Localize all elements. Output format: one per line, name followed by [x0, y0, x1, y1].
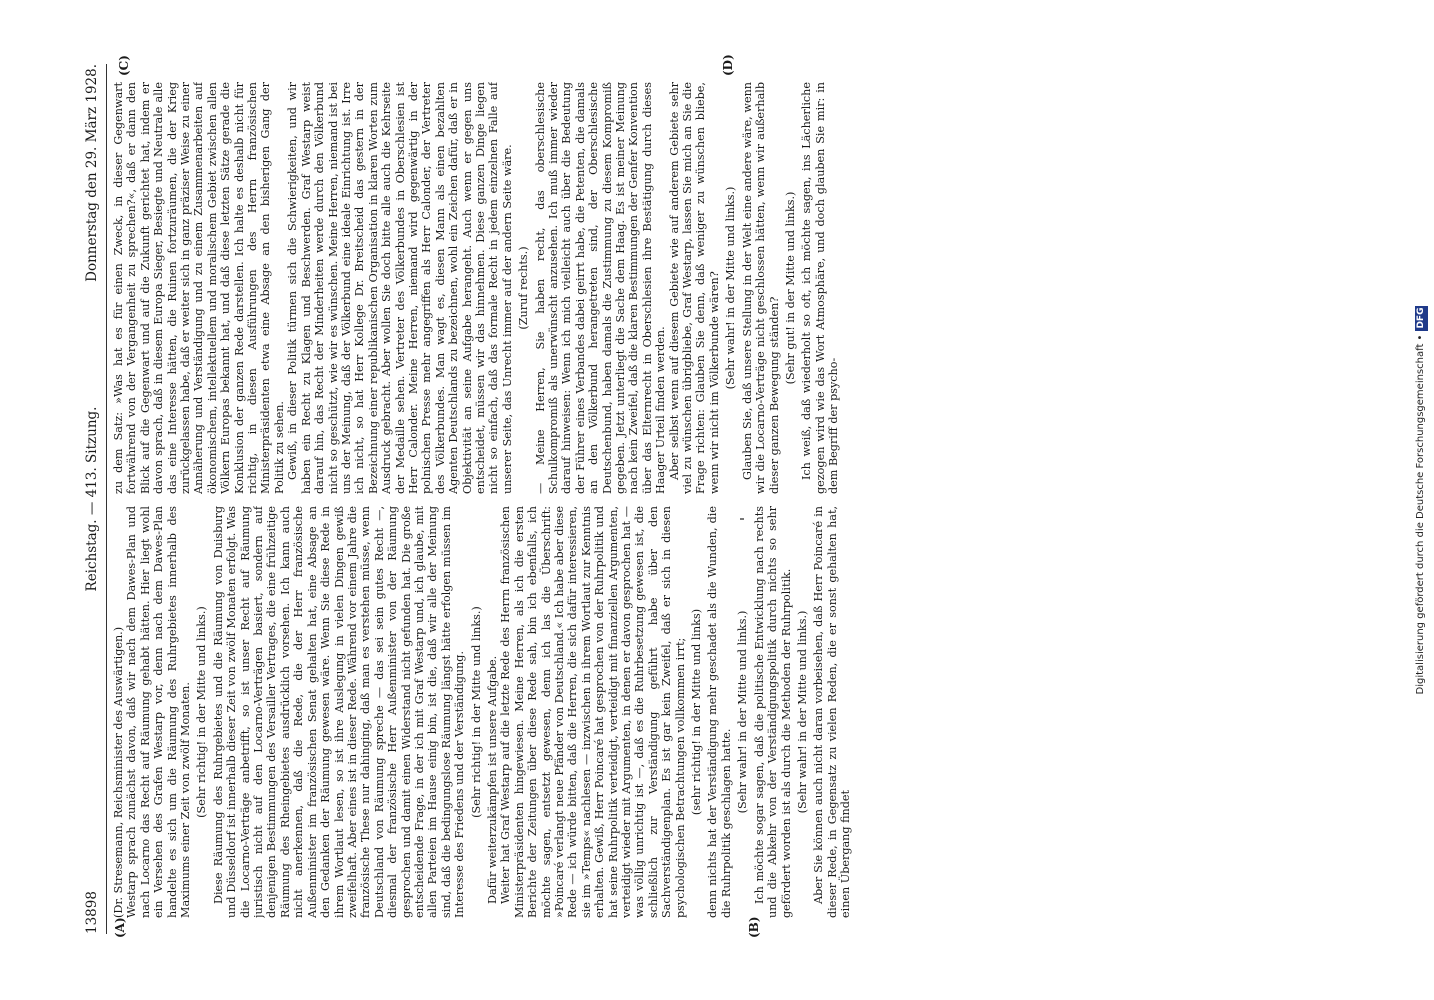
session-title: Reichstag. — 413. Sitzung. [84, 406, 100, 592]
interjection: (Sehr wahr! in der Mitte und links.) [724, 186, 738, 390]
page-number: 13898 [84, 891, 100, 934]
paragraph: Ich weiß, daß wiederholt so oft, ich möchte sagen, ins Lächerliche gezogen wird wie das Wort Atmosphäre, und doch glauben Sie mir: in dem Begriff der psycho- [800, 82, 841, 494]
funding-note-line [1412, 8, 1430, 992]
interjection: (Sehr richtig! in der Mitte und links.) [195, 606, 209, 818]
paragraph: Westarp sprach zunächst davon, daß wir nach dem Dawes-Plan und nach Locarno das Recht auf Räumung gehabt hätten. Hier liegt wohl ein Versehen des Grafen Westarp vor, denn nach dem Dawes-Plan handelte es sich um die Räumung des Ruhrgebietes innerhalb des Maximums einer Zeit von zwölf Monaten. [125, 506, 193, 918]
paragraph: Dafür weiterzukämpfen ist unsere Aufgabe. [485, 655, 499, 904]
paragraph: Glauben Sie, daß unsere Stellung in der Welt eine andere wäre, wenn wir die Locarno-Verträge nicht geschlossen hätten, wenn wir außerhalb dieser ganzen Bewegung ständen? [740, 82, 781, 494]
paragraph: zu dem Satz: »Was hat es für einen Zweck, in dieser Gegenwart fortwährend von der Vergangenheit zu sprechen?«, daß er dann den Blick auf die Gegenwart und auf die Zukunft gerichtet hat, indem er davon sprach, daß in diesem Europa Sieger, Besiegte und Neutrale alle das eine Interesse hätten, die Ruinen fortzuräumen, die der Krieg zurückgelassen habe, daß er weiter sich in ganz präziser Weise zu einer Annäherung und Verständigung und zu einem Zusammenarbeiten auf ökonomischem, intellektuellem und moralischem Gebiet zwischen allen Völkern Europas bekannt hat, und daß diese letzten Sätze gerade die Konklusion der ganzen Rede darstellen. Ich halte es deshalb nicht für richtig, in diesen Ausführungen des Herrn französischen Ministerpräsidenten etwa eine Absage an den bisherigen Gang der Politik zu sehen. [112, 82, 286, 494]
speaker-line: (Dr. Stresemann, Reichsminister des Auswärtigen.) [112, 626, 125, 918]
paragraph: Ich möchte sogar sagen, daß die politische Entwicklung nach rechts und die Abkehr von der Verständigungspolitik durch nichts so sehr gefördert worden ist als durch die Methoden der Ruhrpolitik. [752, 506, 793, 918]
margin-marker-d: (D) [721, 54, 735, 76]
text-column-right [112, 82, 1392, 494]
interjection: (Sehr wahr! in der Mitte und links.) [795, 610, 809, 814]
margin-marker-c: (C) [117, 55, 131, 76]
paragraph: Gewiß, in dieser Politik türmen sich die Schwierigkeiten, und wir haben ein Recht zu Klagen und Beschwerden. Graf Westarp weist darauf hin, das Recht der Minderheiten werde durch den Völkerbund nicht so geschützt, wie wir es wünschen. Meine Herren, niemand ist bei uns der Meinung, daß der Völkerbund eine ideale Einrichtung ist. Irre ich nicht, so hat Herr Kollege Dr. Breitscheid das gestern in der Bezeichnung einer republikanischen Organisation in klaren Worten zum Ausdruck gebracht. Aber wollen Sie doch bitte alle auch die Kehrseite der Medaille sehen. Vertreter des Völkerbundes in Oberschlesien ist Herr Calonder. Meine Herren, niemand wird gegenwärtig in der polnischen Presse mehr angegriffen als Herr Calonder, der Vertreter des Völkerbundes. Man wagt es, diesen Mann als einen bezahlten Agenten Deutschlands zu bezeichnen, wohl ein Zeichen dafür, daß er in Objektivität an seine Aufgabe herangeht. Auch wenn er gegen uns entscheidet, müssen wir das hinnehmen. Diese ganzen Dinge liegen nicht so einfach, daß das formale Recht in jedem einzelnen Falle auf unserer Seite, das Unrecht immer auf der andern Seite wäre. [286, 82, 514, 494]
interjection: (Sehr richtig! in der Mitte und links.) [469, 606, 483, 818]
margin-marker-a: (A) [113, 917, 127, 938]
interjection: (sehr richtig! in der Mitte und links) [690, 608, 704, 816]
session-date: Donnerstag den 29. März 1928. [84, 64, 100, 282]
interjection: (Zuruf rechts.) [517, 246, 531, 330]
margin-marker-b: (B) [747, 916, 761, 938]
paragraph: Aber selbst wenn auf diesem Gebiete wie auf anderem Gebiete sehr viel zu wünschen übrigbliebe, Graf Westarp, lassen Sie mich an Sie die Frage richten: Glauben Sie denn, daß weniger zu wünschen bliebe, wenn wir nicht im Völkerbunde wären? [667, 82, 721, 494]
dfg-logo: DFG [1416, 307, 1426, 329]
funding-text: Digitalisierung gefördert durch die Deutsche Forschungsgemeinschaft • [1415, 334, 1426, 695]
paragraph: denn nichts hat der Verständigung mehr geschadet als die Wunden, die die Ruhrpolitik geschlagen hatte. [706, 506, 733, 918]
paragraph: — Meine Herren, Sie haben recht, das oberschlesische Schulkompromiß als unerwünscht anzusehen. Ich muß immer wieder darauf hinweisen: Wenn ich mich vielleicht auch über die Bedeutung der Führer eines Verbandes dabei geirrt habe, die Petenten, die damals an den Völkerbund herangetreten sind, der Oberschlesische Deutschenbund, haben damals die Zustimmung zu diesem Kompromiß gegeben. Jetzt unterliegt die Sache dem Haag. Es ist meiner Meinung nach kein Zweifel, daß die klaren Bestimmungen der Genfer Konvention über das Elternrecht in Oberschlesien ihre Bestätigung durch dieses Haager Urteil finden werden. [533, 82, 668, 494]
funding-note [1412, 8, 1430, 992]
paragraph: Weiter hat Graf Westarp auf die letzte Rede des Herrn französischen Ministerpräsidenten hingewiesen. Meine Herren, als ich die ersten Berichte der Zeitungen über diese Rede sah, bin ich ebenfalls, ich möchte sagen, entsetzt gewesen, denn ich las die Überschrift: »Poincaré verlangt neue Pfänder von Deutschland.« Ich habe aber diese Rede — ich würde bitten, daß die Herren, die sich dafür interessieren, sie im »Temps« nachlesen — inzwischen in ihrem Wortlaut zur Kenntnis erhalten. Gewiß, Herr Poincaré hat gesprochen von der Ruhrpolitik und hat seine Ruhrpolitik verteidigt, verteidigt mit finanziellen Argumenten, verteidigt wieder mit Argumenten, in denen er davon gesprochen hat — was völlig unrichtig ist —, daß es die Ruhrbesetzung gewesen ist, die schließlich zur Verständigung geführt habe über den Sachverständigenplan. Es ist gar kein Zweifel, daß er sich in diesen psychologischen Betrachtungen vollkommen irrt; [499, 506, 687, 918]
header-rule [106, 64, 107, 934]
interjection: (Sehr gut! in der Mitte und links.) [783, 191, 797, 385]
page-header [84, 64, 104, 934]
interjection: (Sehr wahr! in der Mitte und links.) [736, 610, 750, 814]
paragraph: Aber Sie können auch nicht daran vorbeisehen, daß Herr Poincaré in dieser Rede, in Gegensatz zu vielen Reden, die er sonst gehalten hat, einen Übergang findet [812, 506, 853, 918]
paragraph: Diese Räumung des Ruhrgebietes und die Räumung von Duisburg und Düsseldorf ist innerhalb dieser Zeit von zwölf Monaten erfolgt. Was die Locarno-Verträge anbetrifft, so ist unser Recht auf Räumung juristisch nicht auf den Locarno-Verträgen basiert, sondern auf denjenigen Bestimmungen des Versailler Vertrages, die eine frühzeitige Räumung des Rheingebietes ausdrücklich vorsehen. Ich kann auch nicht anerkennen, daß die Rede, die der Herr französische Außenminister im französischen Senat gehalten hat, eine Absage an den Gedanken der Räumung gewesen wäre. Wenn Sie diese Rede in ihrem Wortlaut lesen, so ist ihre Auslegung in vielen Dingen gewiß zweifelhaft. Aber eines ist in dieser Rede. Während vor einem Jahre die französische These nur dahinging, daß man es verstehen müsse, wenn Deutschland von Räumung spreche — das sei sein gutes Recht —, diesmal der französische Herr Außenminister von der Räumung gesprochen und damit einen Widerstand nicht gefunden hat. Die große entscheidende Frage, in der ich mit Graf Westarp und, ich glaube, mit allen Parteien im Hause einig bin, ist die, daß wir alle der Meinung sind, daß die bedingungslose Räumung längst hätte erfolgen müssen im Interesse des Friedens und der Verständigung. [211, 506, 467, 918]
text-column-left [112, 506, 1392, 918]
